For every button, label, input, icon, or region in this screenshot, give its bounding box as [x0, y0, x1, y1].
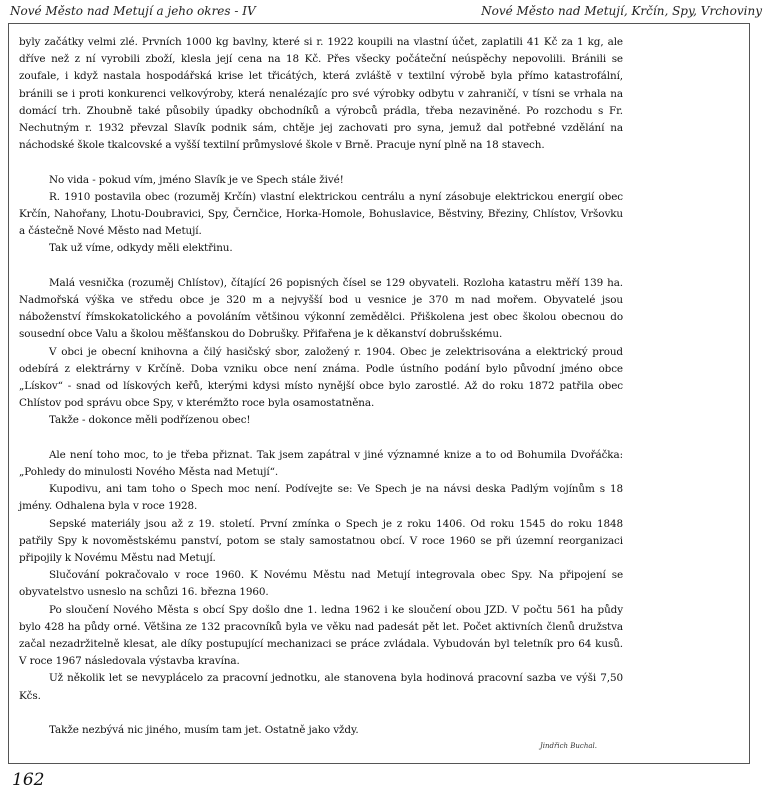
paragraph: Ale není toho moc, to je třeba přiznat. Tak jsem zapátral v jiné významné knize a to od Bohumila Dvořáčka: „Pohledy do minulosti Nového Města nad Metují“. — [19, 448, 623, 479]
author-signature: Jindřich Buchal. — [540, 742, 597, 750]
paragraph: Sepské materiály jsou až z 19. století. První zmínka o Spech je z roku 1406. Od roku 1545 do roku 1848 patřily Spy k novoměstskému panství, potom se staly samostatnou obcí. V roce 1960 se při územní reorganizaci připojily k Novému Městu nad Metují. — [19, 517, 623, 565]
page-number: 162 — [12, 770, 45, 790]
paragraph: Slučování pokračovalo v roce 1960. K Novému Městu nad Metují integrovala obec Spy. Na připojení se obyvatelstvo usneslo na schůzi 16. března 1960. — [19, 569, 623, 599]
article-body — [19, 34, 623, 739]
paragraph: Už několik let se nevyplácelo za pracovní jednotku, ale stanovena byla hodinová pracovní sazba ve výši 7,50 Kčs. — [19, 672, 623, 702]
paragraph: Takže nezbývá nic jiného, musím tam jet. Ostatně jako vždy. — [49, 724, 359, 737]
header-book-title: Nové Město nad Metují a jeho okres - IV — [10, 4, 256, 18]
paragraph: R. 1910 postavila obec (rozuměj Krčín) vlastní elektrickou centrálu a nyní zásobuje elektrickou energií obec Krčín, Nahořany, Lhotu-Doubravici, Spy, Černčice, Horka-Homole, Bohuslavice, Běstviny, Březiny, Chlístov, Vršovku a částečně Nové Město nad Metují. — [19, 190, 623, 238]
paragraph: Tak už víme, odkydy měli elektřinu. — [49, 242, 233, 255]
running-header — [10, 4, 762, 20]
header-chapter-title: Nové Město nad Metují, Krčín, Spy, Vrchoviny — [481, 4, 762, 18]
paragraph: byly začátky velmi zlé. Prvních 1000 kg bavlny, které si r. 1922 koupili na vlastní účet, zaplatili 41 Kč za 1 kg, ale dříve než z ní vyrobili zboží, klesla její cena na 18 Kč. Přes všecky počáteční neúspěchy nepovolili. Bránili se zoufale, i když nastala hospodářská krise let třicátých, která zvláště v textilní výrobě byla přímo katastrofální, bránili se i proti konkurenci velkovýroby, která nenalézajíc pro své výrobky odbytu v zahraničí, v tísni se vrhala na domácí trh. Zhoubně také působily úpadky obchodníků a výrobců prádla, třeba nezaviněné. Po rozchodu s Fr. Nechutným r. 1932 převzal Slavík podnik sám, chtěje jej zachovati pro syna, jemuž dal potřebné vzdělání na náchodské škole tkalcovské a vyšší textilní průmyslové škole v Brně. Pracuje nyní plně na 18 stavech. — [19, 36, 623, 152]
paragraph: Kupodivu, ani tam toho o Spech moc není. Podívejte se: Ve Spech je na návsi deska Padlým vojínům s 18 jmény. Odhalena byla v roce 1928. — [19, 483, 623, 513]
paragraph: V obci je obecní knihovna a čilý hasičský sbor, založený r. 1904. Obec je zelektrisována a elektrický proud odebírá z elektrárny v Krčíně. Doba vzniku obce není známa. Podle ústního podání bylo původní jméno obce „Lískov“ - snad od lískových keřů, kterými kdysi místo nynější obce bylo zarostlé. Až do roku 1872 patřila obec Chlístov pod správu obce Spy, v kterémžto roce byla osamostatněna. — [19, 345, 623, 410]
paragraph: No vida - pokud vím, jméno Slavík je ve Spech stále živé! — [49, 173, 344, 186]
paragraph: Po sloučení Nového Města s obcí Spy došlo dne 1. ledna 1962 i ke sloučení obou JZD. V počtu 561 ha půdy bylo 428 ha půdy orné. Většina ze 132 pracovníků byla ve věku nad padesát pět let. Počet aktivních členů družstva začal nezadržitelně klesat, ale díky postupující mechanizaci se práce zvládala. Vybudován byl teletník pro 64 kusů. V roce 1967 následovala výstavba kravína. — [19, 603, 623, 668]
paragraph: Takže - dokonce měli podřízenou obec! — [49, 414, 251, 427]
paragraph: Malá vesnička (rozuměj Chlístov), čítající 26 popisných čísel se 129 obyvateli. Rozloha katastru měří 139 ha. Nadmořská výška ve středu obce je 320 m a nejvyšší bod u vesnice je 370 m nad mořem. Obyvatelé jsou náboženství římskokatolického a povoláním většinou výkonní zemědělci. Přiškolena jest obec školou obecnou do sousední obce Valu a školou měšťanskou do Dobrušky. Přifařena je k děkanství dobrušskému. — [19, 276, 623, 341]
